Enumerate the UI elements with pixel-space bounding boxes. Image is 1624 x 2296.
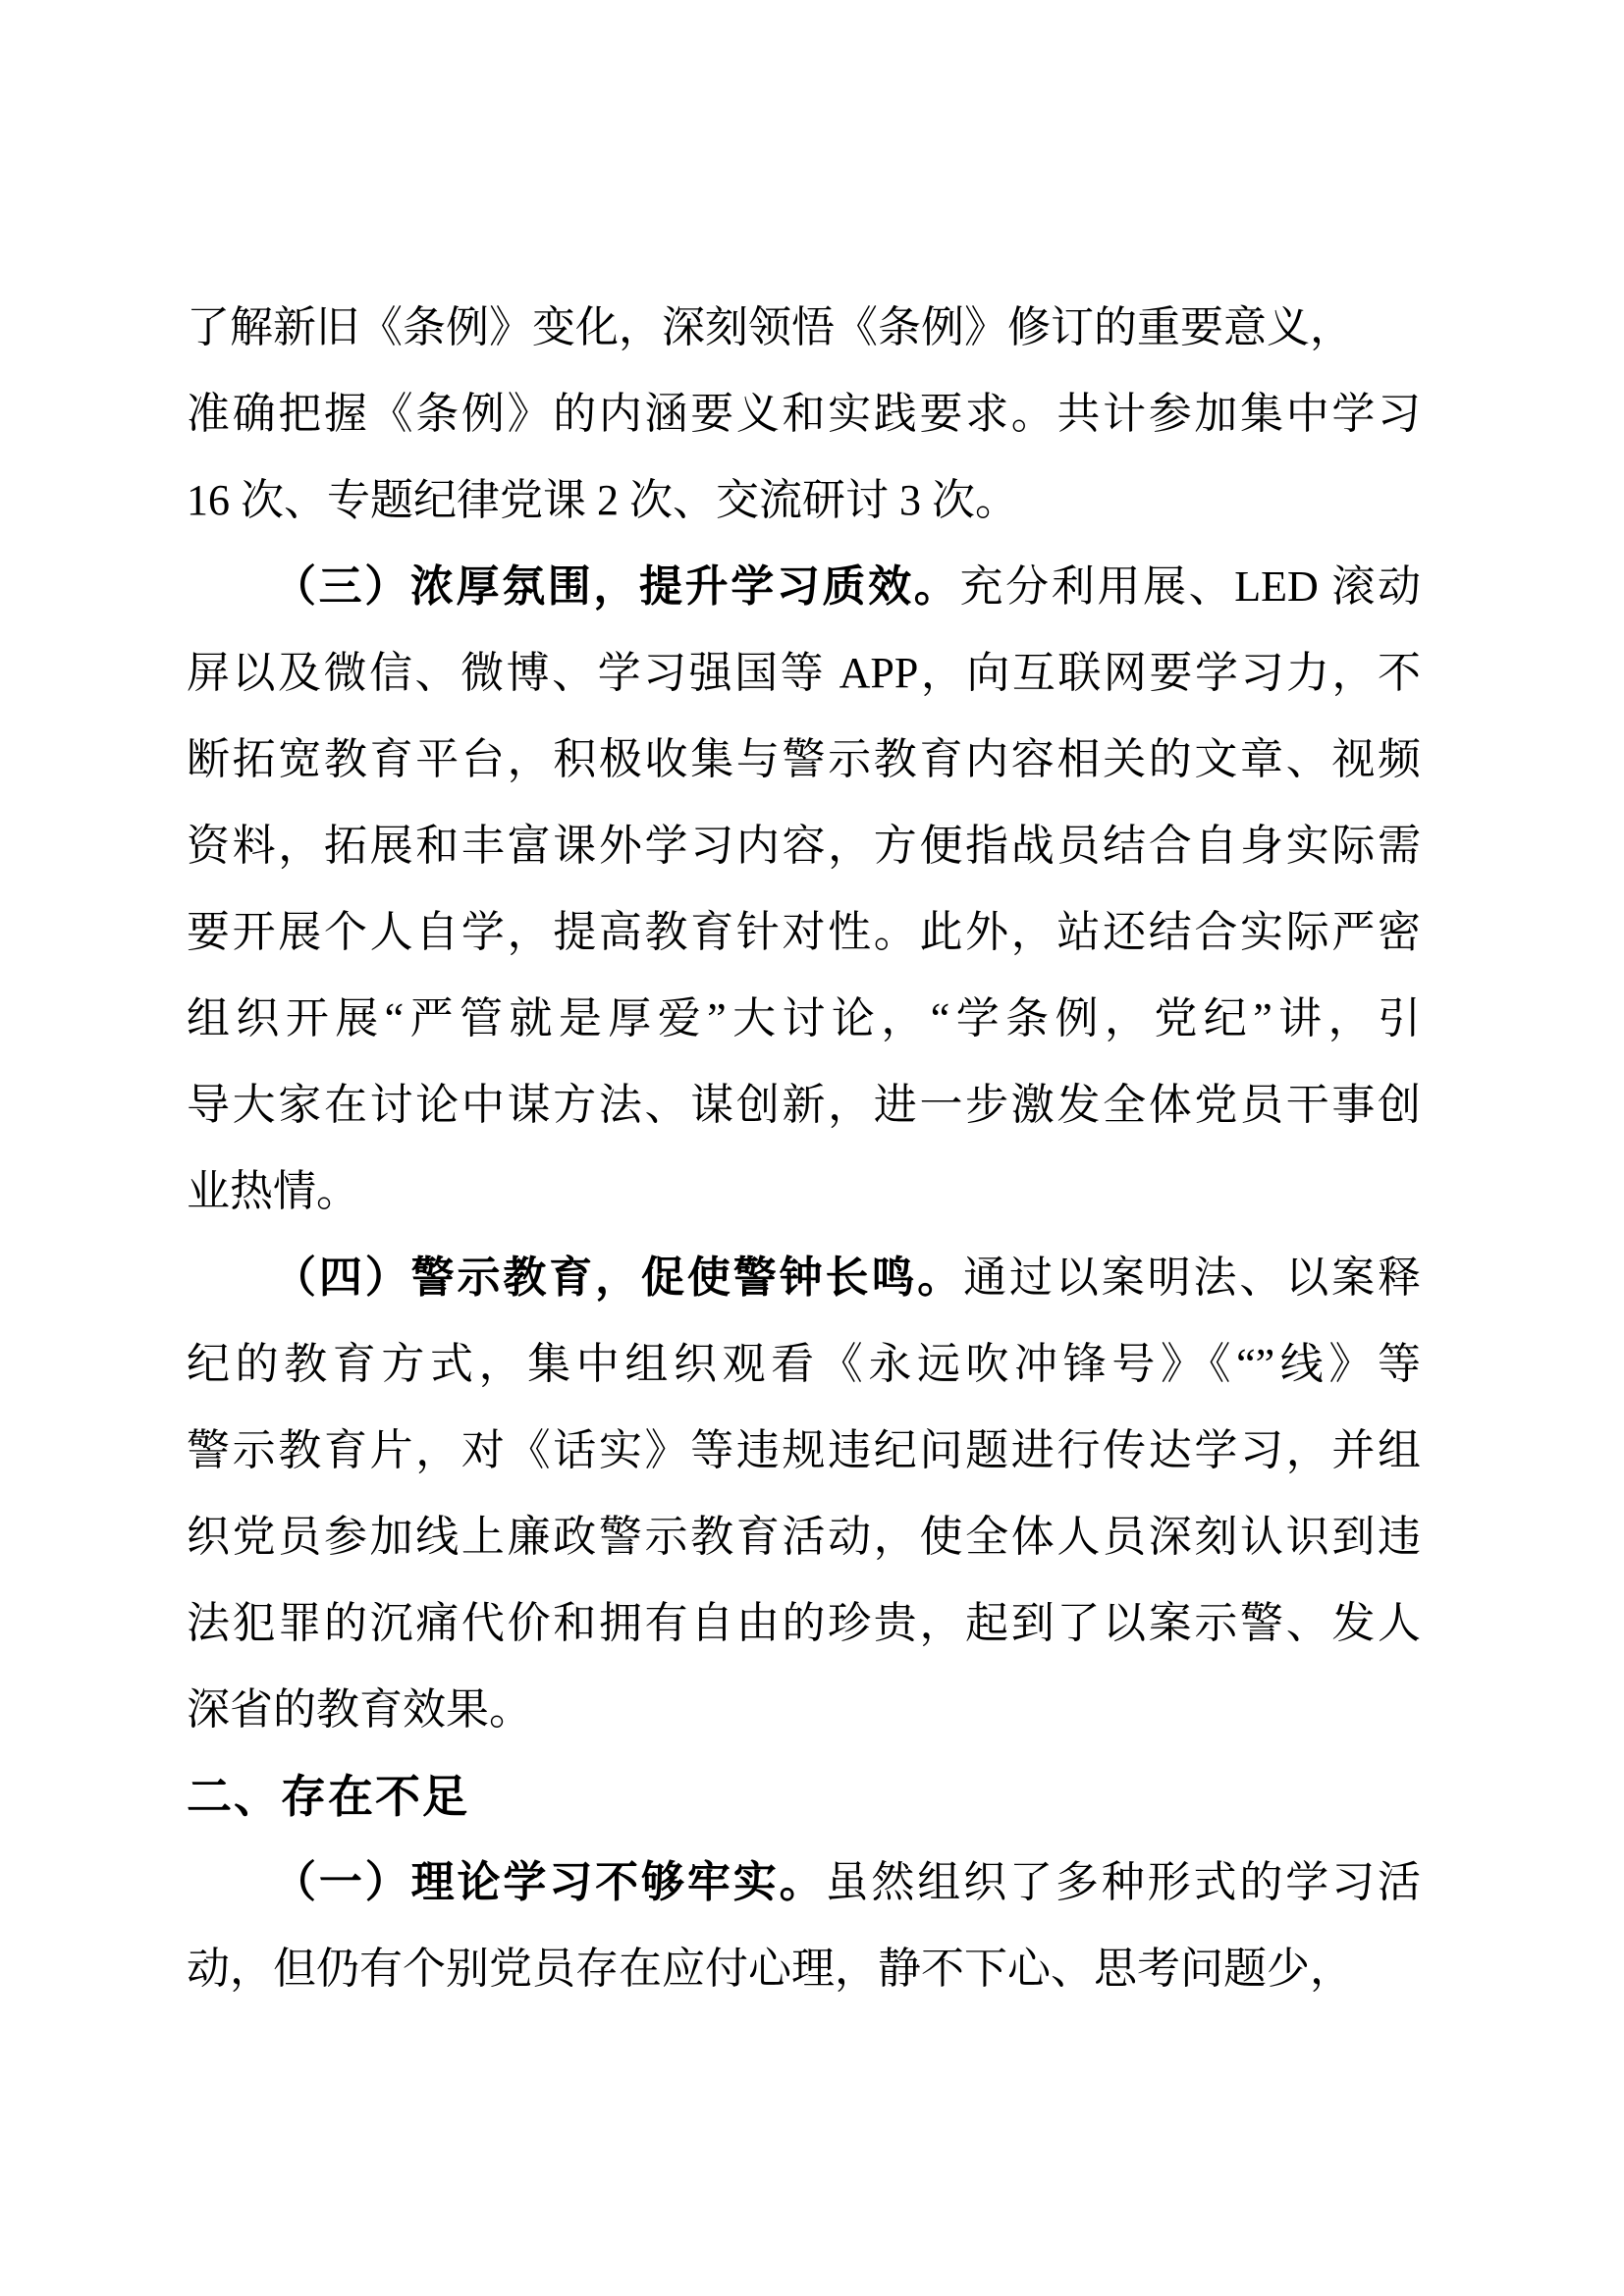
line-text: 虽然组织了多种形式的学习活 <box>825 1858 1421 1906</box>
text-line <box>187 1926 1421 2012</box>
line-text: 警示教育片，对《话实》等违规违纪问题进行传达学习，并组 <box>187 1426 1421 1474</box>
line-text: 动，但仍有个别党员存在应付心理，静不下心、思考问题少， <box>187 1945 1353 1993</box>
line-text: 业热情。 <box>187 1167 359 1215</box>
line-text: 纪的教育方式，集中组织观看《永远吹冲锋号》《“”线》等 <box>187 1340 1421 1388</box>
text-line <box>187 1148 1421 1235</box>
text-line <box>187 1408 1421 1494</box>
text-line <box>187 1235 1421 1321</box>
line-text: 织党员参加线上廉政警示教育活动，使全体人员深刻认识到违 <box>187 1513 1421 1561</box>
paragraph-lead: （三）浓厚氛围，提升学习质效。 <box>273 562 960 611</box>
text-line <box>187 371 1421 457</box>
section-heading <box>187 1753 1421 1840</box>
line-text: 深省的教育效果。 <box>187 1685 532 1734</box>
line-text: 16 次、专题纪律党课 2 次、交流研讨 3 次。 <box>187 476 1018 524</box>
text-line <box>187 889 1421 976</box>
line-text: 法犯罪的沉痛代价和拥有自由的珍贵，起到了以案示警、发人 <box>187 1599 1421 1647</box>
text-line <box>187 1062 1421 1148</box>
text-line <box>187 544 1421 630</box>
line-text: 组织开展“严管就是厚爱”大讨论，“学条例，党纪”讲，引 <box>187 994 1421 1042</box>
text-block <box>187 285 1421 2012</box>
text-line <box>187 1580 1421 1667</box>
line-text: 导大家在讨论中谋方法、谋创新，进一步激发全体党员干事创 <box>187 1081 1421 1129</box>
paragraph-lead: （一）理论学习不够牢实。 <box>273 1858 826 1906</box>
text-line <box>187 1321 1421 1408</box>
text-line <box>187 1494 1421 1580</box>
text-line <box>187 717 1421 803</box>
text-line <box>187 1667 1421 1753</box>
line-text: 准确把握《条例》的内涵要义和实践要求。共计参加集中学习 <box>187 390 1421 438</box>
line-text: 要开展个人自学，提高教育针对性。此外，站还结合实际严密 <box>187 908 1421 956</box>
line-text: 屏以及微信、微博、学习强国等 APP，向互联网要学习力，不 <box>187 649 1421 697</box>
text-line <box>187 976 1421 1062</box>
text-line <box>187 285 1421 371</box>
text-line <box>187 803 1421 889</box>
line-text: 二、存在不足 <box>187 1771 469 1822</box>
text-line <box>187 630 1421 717</box>
line-text: 断拓宽教育平台，积极收集与警示教育内容相关的文章、视频 <box>187 735 1421 783</box>
text-line <box>187 457 1421 544</box>
text-line <box>187 1840 1421 1926</box>
line-text: 了解新旧《条例》变化，深刻领悟《条例》修订的重要意义， <box>187 303 1353 351</box>
line-text: 充分利用展、LED 滚动 <box>959 562 1421 611</box>
line-text: 通过以案明法、以案释 <box>963 1254 1421 1302</box>
paragraph-lead: （四）警示教育，促使警钟长鸣。 <box>273 1254 964 1302</box>
line-text: 资料，拓展和丰富课外学习内容，方便指战员结合自身实际需 <box>187 822 1421 870</box>
